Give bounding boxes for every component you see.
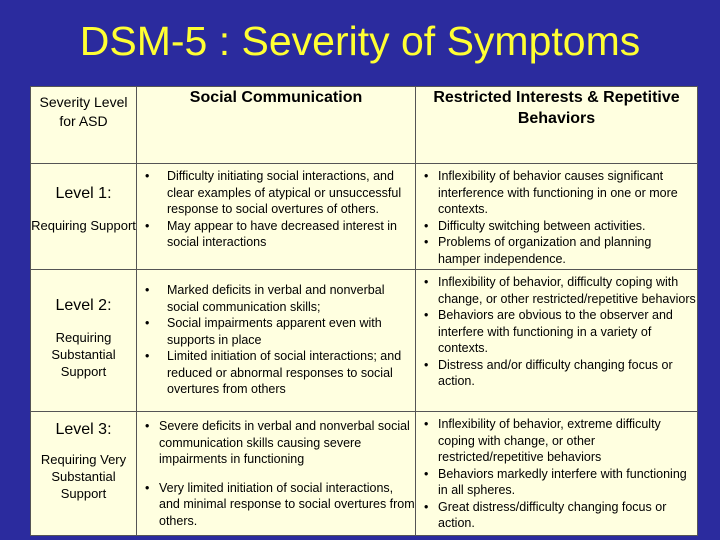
list-item: • Distress and/or difficulty changing focus or action. xyxy=(416,357,697,390)
level-cell xyxy=(31,270,137,412)
table-row-level-2 xyxy=(31,270,698,412)
list-item: • May appear to have decreased interest in social interactions xyxy=(137,218,415,251)
level-cell xyxy=(31,412,137,536)
list-item: • Severe deficits in verbal and nonverbal social communication skills causing severe impairments in functioning xyxy=(137,418,415,468)
list-item: • Difficulty initiating social interactions, and clear examples of atypical or unsuccessful response to social overtures of others. xyxy=(137,168,415,218)
level-name: Level 3: xyxy=(55,421,112,438)
slide-title: DSM-5 : Severity of Symptoms xyxy=(79,18,641,64)
level-name: Level 1: xyxy=(55,185,112,202)
list-item: • Inflexibility of behavior, difficulty coping with change, or other restricted/repetitive behaviors xyxy=(416,274,697,307)
list-item: • Marked deficits in verbal and nonverbal social communication skills; xyxy=(137,282,415,315)
level-name: Level 2: xyxy=(55,297,112,314)
social-cell xyxy=(137,164,416,270)
list-item: • Inflexibility of behavior, extreme difficulty coping with change, or other restricted/repetitive behaviors xyxy=(416,416,697,466)
header-row xyxy=(31,87,698,164)
list-item: • Social impairments apparent even with supports in place xyxy=(137,315,415,348)
list-item: • Problems of organization and planning hamper independence. xyxy=(416,234,697,267)
support-text: Requiring Support xyxy=(31,217,136,233)
list-item: • Very limited initiation of social interactions, and minimal response to social overtures from others. xyxy=(137,480,415,530)
list-item: • Great distress/difficulty changing focus or action. xyxy=(416,499,697,532)
restricted-cell xyxy=(416,164,698,270)
severity-table xyxy=(30,86,698,536)
table-row-level-3 xyxy=(31,412,698,536)
list-item: • Behaviors are obvious to the observer and interfere with functioning in a variety of contexts. xyxy=(416,307,697,357)
social-cell xyxy=(137,270,416,412)
list-item: • Difficulty switching between activities. xyxy=(416,218,697,235)
support-text: Requiring Substantial Support xyxy=(51,329,116,379)
list-item: • Behaviors markedly interfere with functioning in all spheres. xyxy=(416,466,697,499)
support-text: Requiring Very Substantial Support xyxy=(40,451,127,501)
social-cell xyxy=(137,412,416,536)
list-item: • Limited initiation of social interactions; and reduced or abnormal responses to social overtures from others xyxy=(137,348,415,398)
header-severity-level: Severity Level for ASD xyxy=(31,87,137,164)
header-restricted-interests: Restricted Interests & Repetitive Behaviors xyxy=(416,87,698,164)
restricted-cell xyxy=(416,270,698,412)
header-social-communication: Social Communication xyxy=(137,87,416,164)
list-item: • Inflexibility of behavior causes significant interference with functioning in one or more contexts. xyxy=(416,168,697,218)
restricted-cell xyxy=(416,412,698,536)
level-cell xyxy=(31,164,137,270)
table-row-level-1 xyxy=(31,164,698,270)
